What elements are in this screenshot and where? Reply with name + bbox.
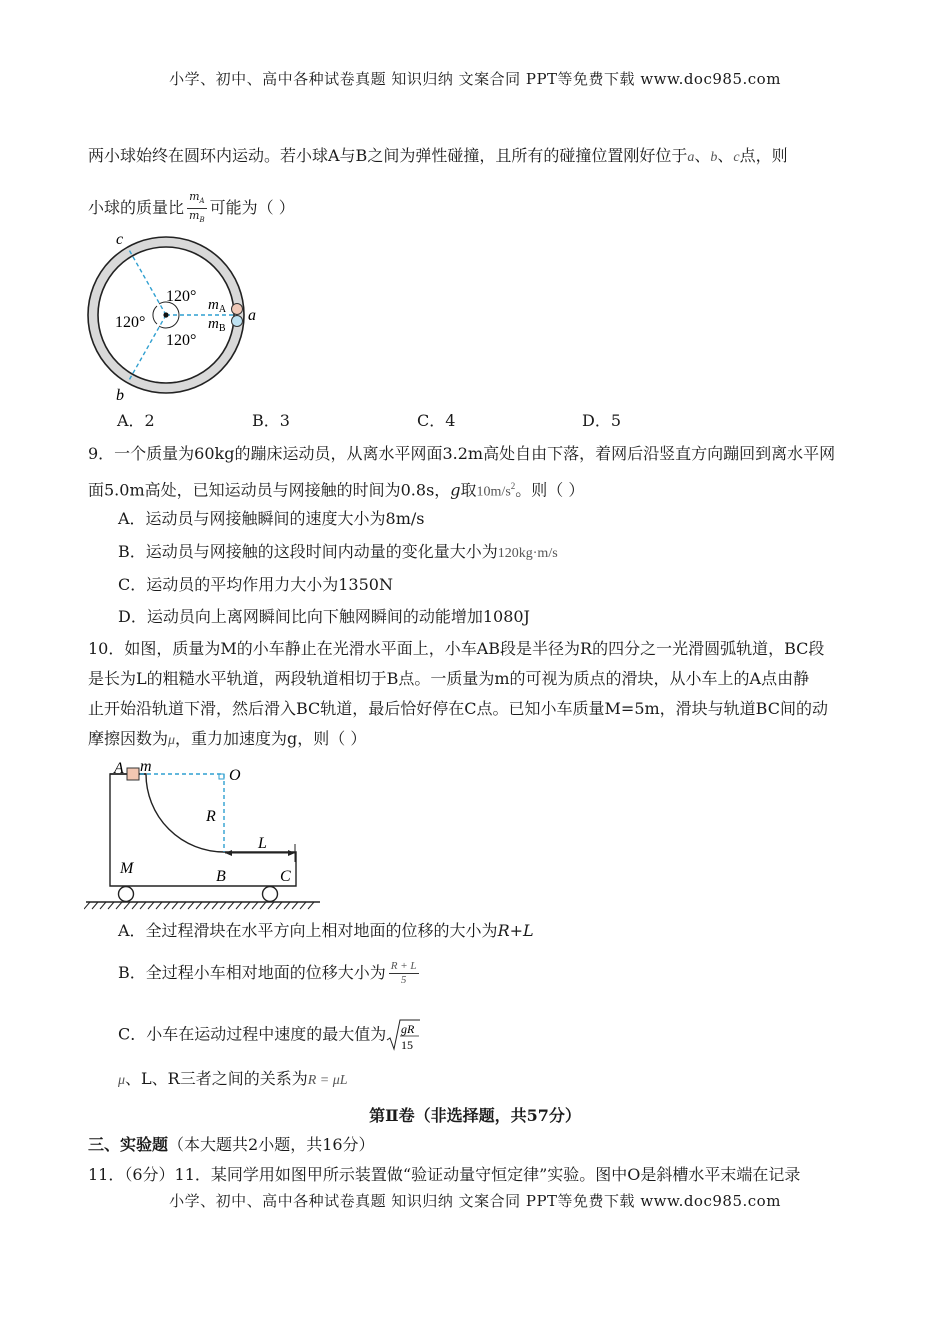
q10-line-4 — [88, 728, 366, 752]
q9-option-b-text: B．运动员与网接触的这段时间内动量的变化量大小为 — [118, 542, 498, 561]
angle-left-label: 120° — [115, 314, 146, 331]
q8-line-1-end: 点，则 — [739, 146, 788, 165]
cart-body — [110, 774, 296, 886]
section-3-note: （本大题共2小题，共16分） — [168, 1135, 375, 1154]
q10-option-a-text: A．全过程滑块在水平方向上相对地面的位移的大小为 — [118, 921, 498, 940]
q8-option-d[interactable]: D．5 — [582, 411, 622, 430]
q10-line-3: 止开始沿轨道下滑，然后滑入BC轨道，最后恰好停在C点。已知小车质量M=5m，滑块与轨道BC间的动 — [88, 699, 828, 718]
q9-g-sup: 2 — [510, 481, 516, 491]
angle-top-label: 120° — [166, 288, 197, 305]
q9-option-b[interactable] — [118, 541, 558, 565]
q10-option-a-value: R+L — [497, 921, 534, 940]
q8-point-a: a — [687, 150, 695, 165]
q8-option-b[interactable]: B．3 — [252, 411, 290, 430]
q11-line-1: 11．（6分）11．某同学用如图甲所示装置做“验证动量守恒定律”实验。图中O是斜槽水平末端在记录 — [88, 1165, 801, 1184]
q10-option-d[interactable] — [118, 1068, 348, 1092]
label-ma-main: m — [208, 297, 219, 313]
sqrt-symbol — [386, 1018, 420, 1052]
q10-option-d-text: 、L、R三者之间的关系为 — [125, 1069, 308, 1088]
q8-frac-num: m — [189, 190, 200, 203]
section-3-title: 三、实验题 — [88, 1135, 169, 1154]
wheel-left — [119, 887, 134, 902]
q9-option-a[interactable]: A．运动员与网接触瞬间的速度大小为8m/s — [118, 509, 425, 528]
q10-option-d-mu: μ — [118, 1073, 126, 1088]
label-point-o: O — [229, 767, 241, 784]
label-mass-big-m: M — [120, 860, 134, 877]
label-a: a — [248, 307, 256, 324]
wheel-right — [263, 887, 278, 902]
q8-line-2 — [88, 190, 295, 227]
q9-line-2 — [88, 475, 584, 503]
q8-option-c[interactable]: C．4 — [417, 411, 456, 430]
q9-g-value: 10m/s — [476, 484, 511, 500]
q8-line-1-text: 两小球始终在圆环内运动。若小球A与B之间为弹性碰撞，且所有的碰撞位置刚好位于 — [88, 146, 688, 165]
q10-option-b[interactable] — [118, 960, 422, 987]
right-angle-mark — [219, 774, 224, 779]
ground-hatching — [84, 902, 314, 909]
q10-line-1: 10．如图，质量为M的小车静止在光滑水平面上，小车AB段是半径为R的四分之一光滑圆弧轨道，BC段 — [88, 639, 825, 658]
page-footer: 小学、初中、高中各种试卷真题 知识归纳 文案合同 PPT等免费下载 www.doc985.com — [169, 1192, 781, 1210]
q10-option-b-num: R + L — [390, 960, 417, 972]
q10-option-a[interactable] — [118, 920, 534, 942]
ball-b — [232, 316, 243, 327]
label-mb-sub: B — [218, 323, 226, 334]
q8-point-b: b — [710, 150, 718, 165]
q10-option-c-den: 15 — [401, 1038, 414, 1052]
q10-option-c-text: C．小车在运动过程中速度的最大值为 — [118, 1024, 387, 1044]
label-radius-r: R — [206, 808, 216, 825]
q9-option-c[interactable]: C．运动员的平均作用力大小为1350N — [118, 575, 393, 594]
q10-line-4-pre: 摩擦因数为 — [88, 729, 169, 748]
label-mass-m: m — [140, 758, 152, 775]
q8-sep-1: 、 — [694, 146, 711, 165]
q9-option-d[interactable]: D．运动员向上离网瞬间比向下触网瞬间的动能增加1080J — [118, 607, 530, 626]
q9-option-b-value: 120kg·m/s — [497, 546, 558, 561]
q8-option-a[interactable]: A．2 — [117, 411, 155, 430]
q8-line-2-pre: 小球的质量比 — [88, 198, 185, 218]
label-b: b — [116, 387, 124, 404]
q10-option-c[interactable] — [118, 1018, 420, 1052]
q8-line-1 — [88, 145, 788, 169]
q10-option-b-den: 5 — [400, 974, 407, 986]
label-ma-sub: A — [218, 304, 227, 315]
q10-option-d-value: R = μL — [307, 1073, 348, 1088]
label-c: c — [116, 231, 124, 248]
q9-line-2-post: 。则（ ） — [515, 480, 585, 500]
q10-option-c-sqrt — [386, 1018, 420, 1052]
label-point-a: A — [114, 760, 124, 777]
q10-mu-symbol: μ — [168, 733, 176, 748]
angle-bottom-label: 120° — [166, 332, 197, 349]
q8-point-c: c — [733, 150, 740, 165]
q8-line-2-post: 可能为（ ） — [209, 198, 295, 218]
label-point-b: B — [216, 868, 226, 885]
q8-frac-den: m — [189, 209, 200, 223]
q10-line-2: 是长为L的粗糙水平轨道，两段轨道相切于B点。一质量为m的可视为质点的滑块，从小车上的A点由静 — [88, 669, 810, 688]
section-3-heading — [88, 1134, 375, 1156]
q8-sep-2: 、 — [717, 146, 734, 165]
q8-ring-figure — [80, 228, 280, 408]
q8-frac-num-sub: A — [199, 197, 205, 206]
q8-mass-ratio — [187, 190, 207, 227]
q8-frac-den-sub: B — [199, 216, 205, 225]
q10-option-c-num: gR — [401, 1022, 415, 1036]
q9-g-symbol: g — [450, 480, 461, 500]
label-mb-main: m — [208, 316, 219, 332]
q9-line-2-pre: 面5.0m高处，已知运动员与网接触的时间为0.8s， — [88, 480, 451, 500]
q10-cart-figure — [84, 756, 324, 914]
label-length-l: L — [258, 835, 267, 852]
slider-block — [127, 768, 139, 780]
label-point-c: C — [280, 868, 291, 885]
q10-option-b-text: B．全过程小车相对地面的位移大小为 — [118, 963, 386, 982]
q10-line-4-post: ，重力加速度为g，则（ ） — [175, 729, 367, 748]
page-header: 小学、初中、高中各种试卷真题 知识归纳 文案合同 PPT等免费下载 www.doc985.com — [169, 70, 781, 88]
q9-line-2-mid: 取 — [460, 480, 477, 500]
section-2-title: 第Ⅱ卷（非选择题，共57分） — [369, 1106, 581, 1125]
ball-a — [232, 304, 243, 315]
q10-option-b-fraction — [389, 960, 419, 987]
ring-center — [163, 312, 168, 317]
q9-line-1: 9．一个质量为60kg的蹦床运动员，从离水平网面3.2m高处自由下落，着网后沿竖直方向蹦回到离水平网 — [88, 444, 836, 463]
